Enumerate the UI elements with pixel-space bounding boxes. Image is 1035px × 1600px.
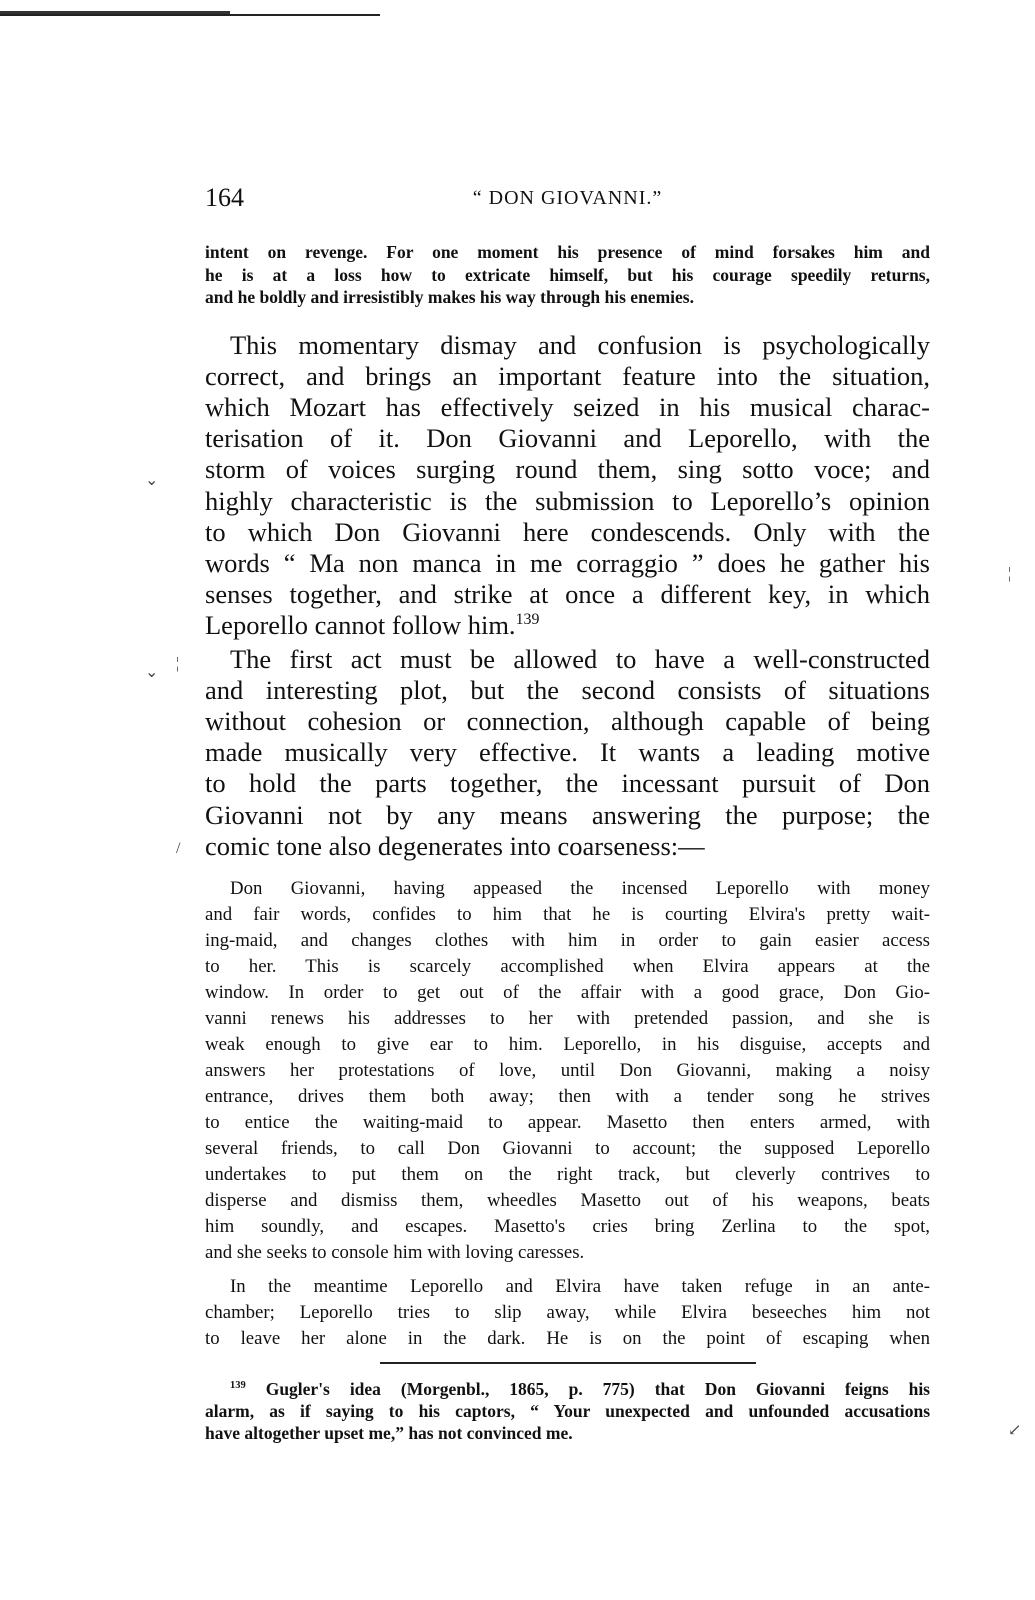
text-line: have altogether upset me,” has not convinced me.: [205, 1422, 573, 1443]
text-line: him soundly, and escapes. Masetto's cries bring Zerlina to the spot,: [205, 1215, 930, 1237]
text-line: and fair words, confides to him that he is courting Elvira's pretty wait-: [205, 903, 930, 925]
text-line: without cohesion or connection, although capable of being: [205, 705, 930, 736]
text-line: Giovanni not by any means answering the purpose; the: [205, 799, 930, 830]
margin-mark: ⌄: [145, 664, 159, 681]
text-line: entrance, drives them both away; then with a tender song he strives: [205, 1085, 930, 1107]
text-line: [205, 1378, 930, 1400]
text-line: comic tone also degenerates into coarseness:—: [205, 830, 705, 861]
footnote: [205, 1378, 930, 1444]
text-line: correct, and brings an important feature into the situation,: [205, 360, 930, 391]
paragraph-summary-1: [205, 241, 930, 309]
running-title: “ DON GIOVANNI.”: [472, 187, 663, 209]
text-line: storm of voices surging round them, sing sotto voce; and: [205, 454, 930, 485]
scan-edge-line: [0, 14, 380, 16]
text-line: he is at a loss how to extricate himself, but his courage speedily returns,: [205, 264, 930, 285]
text-line: to leave her alone in the dark. He is on the point of escaping when: [205, 1327, 930, 1349]
text-line: and she seeks to console him with loving caresses.: [205, 1241, 585, 1263]
text-line: alarm, as if saying to his captors, “ Your unexpected and unfounded accusations: [205, 1400, 930, 1421]
text-line: chamber; Leporello tries to slip away, while Elvira beseeches him not: [205, 1301, 930, 1323]
text-line: answers her protestations of love, until Don Giovanni, making a noisy: [205, 1059, 930, 1081]
margin-mark: ¦: [176, 655, 180, 672]
scan-edge-line: [0, 11, 230, 14]
text-line: senses together, and strike at once a different key, in which: [205, 579, 930, 610]
paragraph-summary-3: [205, 1274, 930, 1352]
text-line: terisation of it. Don Giovanni and Leporello, with the: [205, 423, 930, 454]
paragraph-body-1: [205, 330, 930, 642]
text-line: [205, 610, 930, 641]
text-line: This momentary dismay and confusion is psychologically: [230, 329, 930, 360]
paragraph-summary-2: [205, 876, 930, 1266]
page-number: 164: [205, 183, 244, 212]
text-line: to which Don Giovanni here condescends. Only with the: [205, 516, 930, 547]
margin-mark: ⌄: [145, 472, 159, 489]
paragraph-body-2: [205, 644, 930, 862]
text-line-content: Leporello cannot follow him.: [205, 610, 516, 641]
text-line: to entice the waiting-maid to appear. Masetto then enters armed, with: [205, 1111, 930, 1133]
footnote-reference: 139: [515, 611, 540, 629]
text-line: undertakes to put them on the right track, but cleverly contrives to: [205, 1163, 930, 1185]
text-line: which Mozart has effectively seized in his musical charac-: [205, 391, 930, 422]
text-line: and interesting plot, but the second consists of situations: [205, 674, 930, 705]
text-line-content: Gugler's idea (Morgenbl., 1865, p. 775) that Don Giovanni feigns his: [265, 1378, 930, 1399]
footnote-number: 139: [230, 1380, 246, 1392]
text-column: [205, 241, 930, 1444]
text-line: to hold the parts together, the incessant pursuit of Don: [205, 768, 930, 799]
text-line: Don Giovanni, having appeased the incensed Leporello with money: [230, 877, 930, 899]
text-line: window. In order to get out of the affair with a good grace, Don Gio-: [205, 981, 930, 1003]
text-line: weak enough to give ear to him. Leporello, in his disguise, accepts and: [205, 1033, 930, 1055]
text-line: The first act must be allowed to have a well-constructed: [230, 643, 930, 674]
text-line: several friends, to call Don Giovanni to account; the supposed Leporello: [205, 1137, 930, 1159]
margin-mark: ¦: [1008, 565, 1012, 582]
text-line: disperse and dismiss them, wheedles Masetto out of his weapons, beats: [205, 1189, 930, 1211]
text-line: and he boldly and irresistibly makes his way through his enemies.: [205, 287, 694, 307]
text-line: words “ Ma non manca in me corraggio ” does he gather his: [205, 547, 930, 578]
margin-mark: /: [176, 840, 181, 857]
text-line: ing-maid, and changes clothes with him in order to gain easier access: [205, 929, 930, 951]
text-line: intent on revenge. For one moment his presence of mind forsakes him and: [205, 242, 930, 262]
page-header: [205, 183, 930, 217]
text-line: highly characteristic is the submission to Leporello’s opinion: [205, 485, 930, 516]
footnote-divider: [380, 1362, 756, 1364]
text-line: vanni renews his addresses to her with pretended passion, and she is: [205, 1007, 930, 1029]
text-line: to her. This is scarcely accomplished when Elvira appears at the: [205, 955, 930, 977]
text-line: made musically very effective. It wants a leading motive: [205, 737, 930, 768]
margin-mark: ↙: [1008, 1422, 1022, 1439]
text-line: In the meantime Leporello and Elvira have taken refuge in an ante-: [230, 1275, 930, 1297]
